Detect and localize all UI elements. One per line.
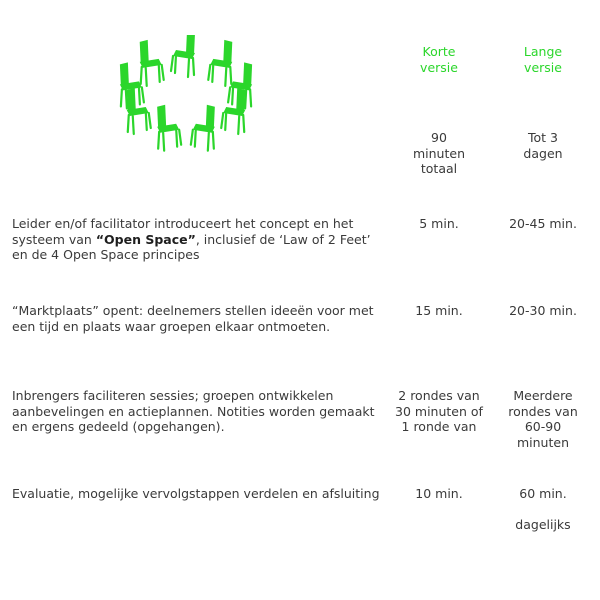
total-long-line2: dagen xyxy=(523,145,563,161)
duration-short-row-3: 2 rondes van 30 minuten of 1 ronde van xyxy=(395,388,483,434)
duration-short-row-2: 15 min. xyxy=(415,303,463,318)
circle-of-chairs-icon xyxy=(100,35,272,165)
column-header-long-line2: versie xyxy=(524,59,562,75)
activity-row-2: “Marktplaats” opent: deelnemers stellen ideeën voor met een tijd en plaats waar groepen elkaar ontmoeten. xyxy=(12,303,374,334)
chair-shape xyxy=(140,40,164,86)
total-short-line3: totaal xyxy=(420,161,458,176)
duration-short-row-1: 5 min. xyxy=(419,216,459,231)
activity-row-4: Evaluatie, mogelijke vervolgstappen verdelen en afsluiting xyxy=(12,486,380,501)
total-long-line1: Tot 3 xyxy=(528,130,558,145)
activity-row-1-text: Leider en/of facilitator introduceert het concept en het systeem van xyxy=(12,216,354,247)
chair-shape xyxy=(191,105,215,151)
column-header-short-line2: versie xyxy=(420,59,458,75)
column-header-long xyxy=(500,44,586,75)
column-header-short xyxy=(395,44,483,75)
total-short-line1: 90 xyxy=(431,130,447,145)
duration-long-row-1: 20-45 min. xyxy=(509,216,577,231)
chair-shape xyxy=(208,40,232,86)
activity-row-1 xyxy=(12,216,382,263)
open-space-term: “Open Space” xyxy=(95,231,196,247)
duration-long-row-3: Meerdere rondes van 60-90 minuten xyxy=(508,388,578,450)
duration-long-row-4-extra: dagelijks xyxy=(515,517,571,532)
column-header-long-line1: Lange xyxy=(523,44,563,59)
duration-long-row-4: 60 min. xyxy=(519,486,567,501)
chair-shape xyxy=(171,35,195,77)
total-long xyxy=(500,130,586,161)
chair-shape xyxy=(157,105,181,151)
column-header-short-line1: Korte xyxy=(422,44,456,59)
duration-long-row-2: 20-30 min. xyxy=(509,303,577,318)
activity-row-1-text-end: , inclusief de ‘Law of 2 Feet’ en de 4 Open Space principes xyxy=(12,231,371,262)
total-short-line2: minuten xyxy=(412,145,465,161)
activity-row-3: Inbrengers faciliteren sessies; groepen ontwikkelen aanbevelingen en actieplannen. Notities worden gemaakt en ergens gedeeld (opgehangen). xyxy=(12,388,375,434)
duration-short-row-4: 10 min. xyxy=(415,486,463,501)
total-short xyxy=(395,130,483,177)
